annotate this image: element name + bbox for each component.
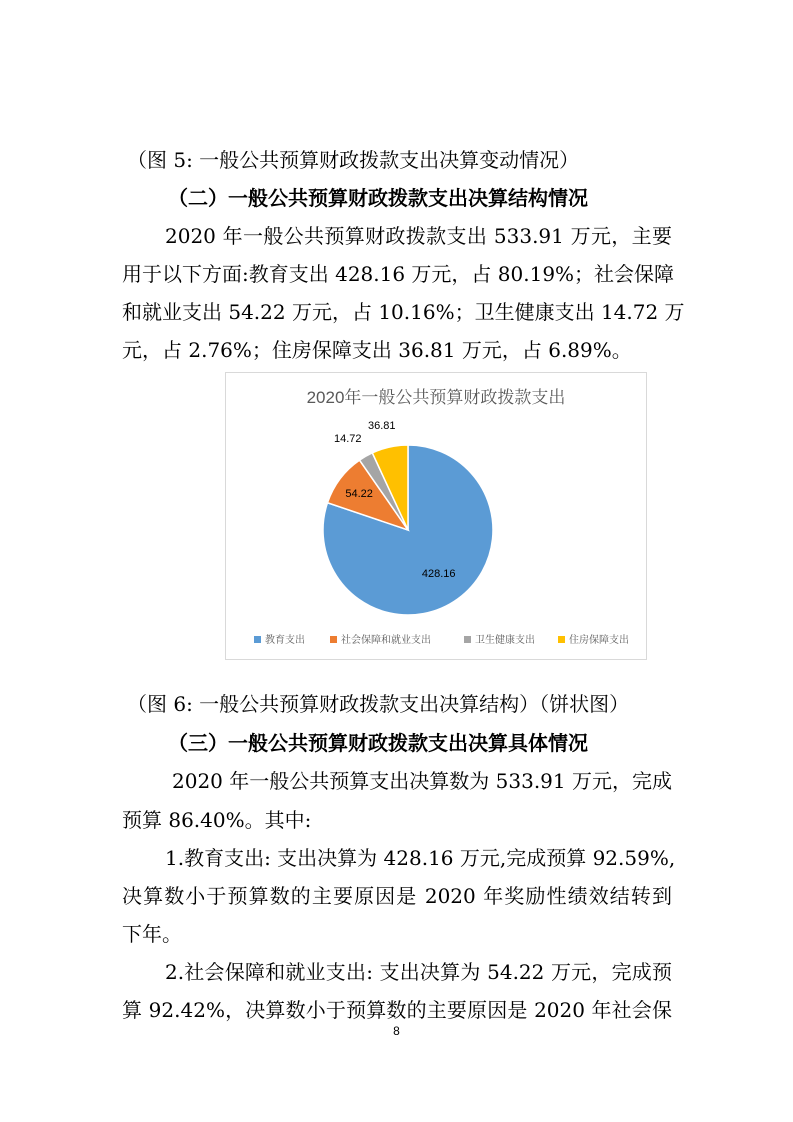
- legend-label: 教育支出: [265, 635, 305, 646]
- legend-label: 社会保障和就业支出: [341, 635, 431, 646]
- legend-swatch: [330, 636, 337, 643]
- list-item-line: 1.教育支出: 支出决算为 428.16 万元,完成预算 92.59%,: [165, 846, 676, 870]
- legend-swatch: [464, 636, 471, 643]
- legend-swatch: [254, 636, 261, 643]
- list-item-line: 2.社会保障和就业支出: 支出决算为 54.22 万元，完成预: [165, 960, 672, 984]
- legend-label: 住房保障支出: [569, 635, 629, 646]
- paragraph-line: 和就业支出 54.22 万元，占 10.16%；卫生健康支出 14.72 万: [122, 300, 685, 324]
- figure-5-caption: （图 5: 一般公共预算财政拨款支出决算变动情况）: [127, 148, 580, 172]
- pie-chart-svg: [226, 373, 646, 659]
- data-label: 14.72: [334, 433, 362, 446]
- paragraph-line: 元，占 2.76%；住房保障支出 36.81 万元，占 6.89%。: [122, 338, 632, 362]
- section-heading-2: （二）一般公共预算财政拨款支出决算结构情况: [168, 186, 588, 210]
- chart-title: 2020年一般公共预算财政拨款支出: [306, 388, 566, 407]
- figure-6-caption: （图 6: 一般公共预算财政拨款支出决算结构）（饼状图）: [127, 692, 630, 716]
- legend-label: 卫生健康支出: [475, 635, 535, 646]
- data-label: 36.81: [367, 419, 396, 432]
- list-item-line: 算 92.42%，决算数小于预算数的主要原因是 2020 年社会保: [122, 998, 672, 1022]
- section-heading-3: （三）一般公共预算财政拨款支出决算具体情况: [168, 731, 588, 755]
- legend-swatch: [558, 636, 565, 643]
- list-item-line: 决算数小于预算数的主要原因是 2020 年奖励性绩效结转到: [122, 884, 672, 908]
- pie-chart: [225, 372, 647, 660]
- paragraph-line: 用于以下方面:教育支出 428.16 万元，占 80.19%；社会保障: [122, 262, 675, 286]
- page-number: 8: [393, 1024, 400, 1038]
- list-item-line: 下年。: [122, 922, 182, 946]
- paragraph-line: 预算 86.40%。其中:: [122, 808, 312, 832]
- data-label: 54.22: [345, 488, 373, 501]
- paragraph-line: 2020 年一般公共预算支出决算数为 533.91 万元，完成: [172, 769, 672, 793]
- data-label: 428.16: [421, 567, 456, 580]
- paragraph-line: 2020 年一般公共预算财政拨款支出 533.91 万元，主要: [165, 224, 672, 248]
